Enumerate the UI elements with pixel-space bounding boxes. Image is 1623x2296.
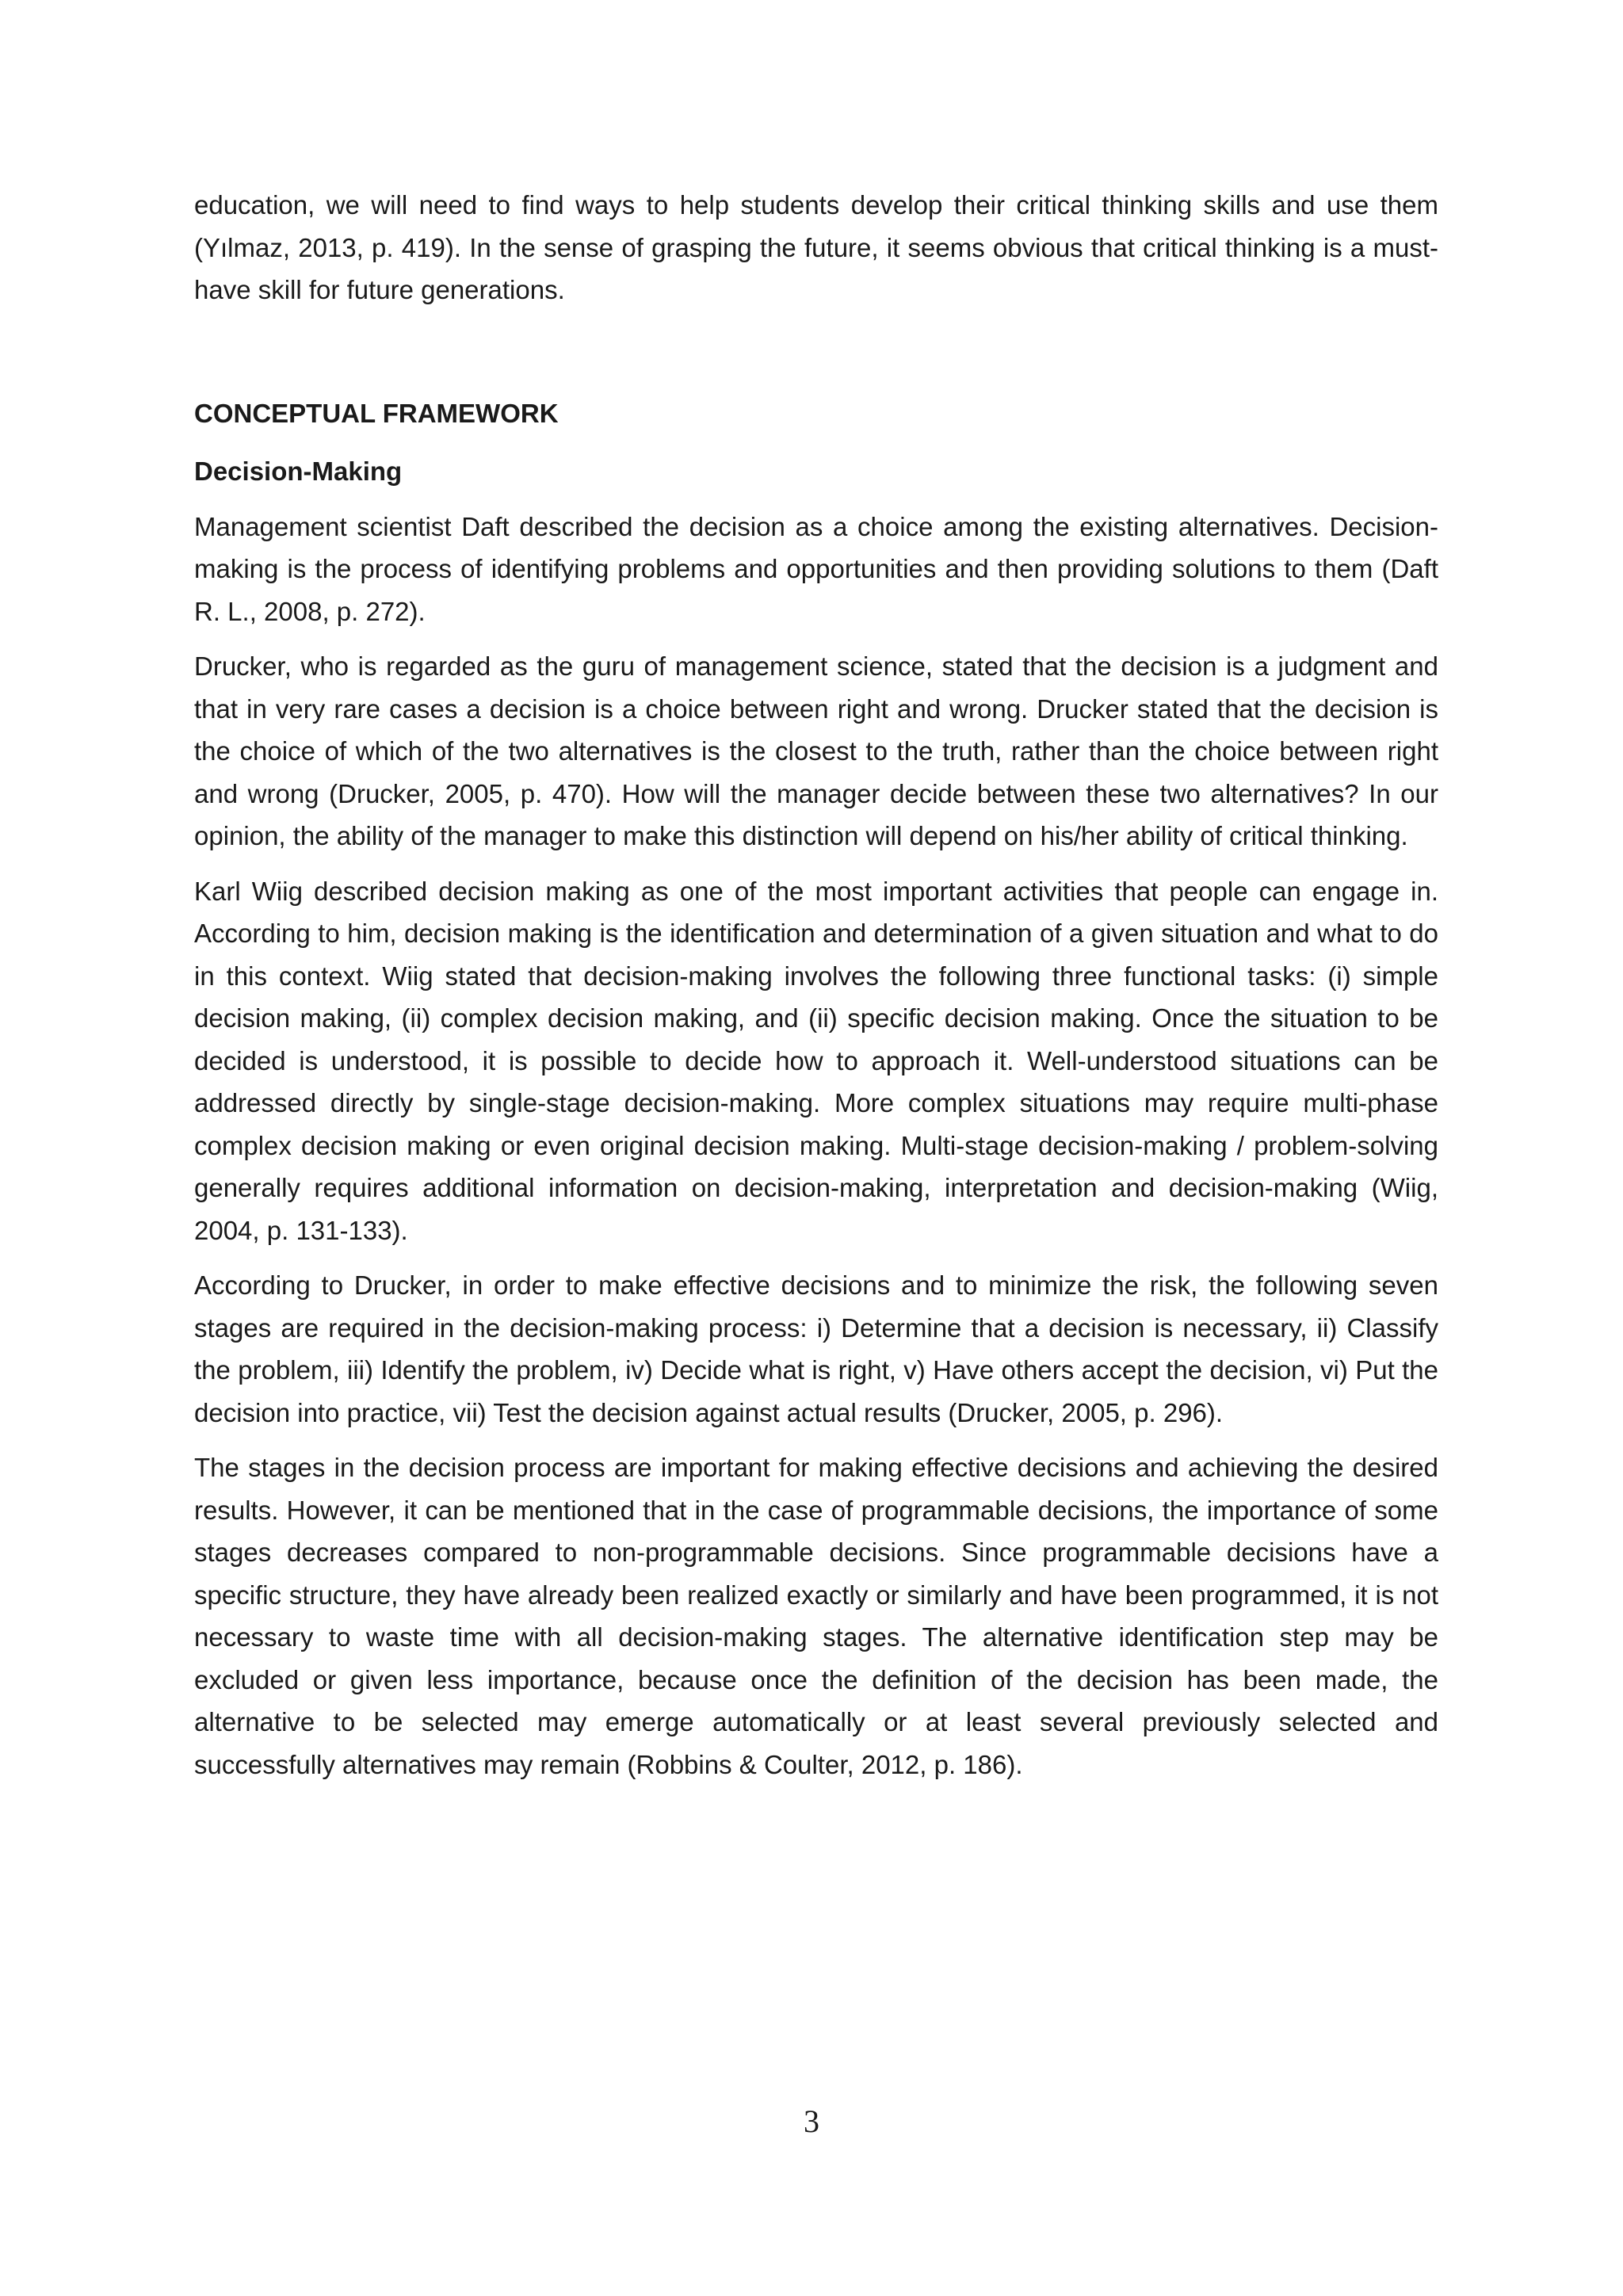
intro-paragraph: education, we will need to find ways to help students develop their critical thinking skills and use them (Yılmaz, 2013, p. 419). In the sense of grasping the future, it seems obvious that critical thinking is a must-have skill for future generations. <box>194 190 1438 304</box>
paragraph-drucker-judgment: Drucker, who is regarded as the guru of management science, stated that the decision is a judgment and that in very rare cases a decision is a choice between right and wrong. Drucker stated that the decision is the choice of which of the two alternatives is the closest to the truth, rather than the choice between right and wrong (Drucker, 2005, p. 470). How will the manager decide between these two alternatives? In our opinion, the ability of the manager to make this distinction will depend on his/her ability of critical thinking. <box>194 651 1438 850</box>
paragraph-programmable-decisions: The stages in the decision process are important for making effective decisions and achieving the desired results. However, it can be mentioned that in the case of programmable decisions, the importance of some stages decreases compared to non-programmable decisions. Since programmable decisions have a specific structure, they have already been realized exactly or similarly and have been programmed, it is not necessary to waste time with all decision-making stages. The alternative identification step may be excluded or given less importance, because once the definition of the decision has been made, the alternative to be selected may emerge automatically or at least several previously selected and successfully alternatives may remain (Robbins & Coulter, 2012, p. 186). <box>194 1453 1438 1779</box>
paragraph-drucker-stages: According to Drucker, in order to make effective decisions and to minimize the risk, the following seven stages are required in the decision-making process: i) Determine that a decision is necessary, ii) Classify the problem, iii) Identify the problem, iv) Decide what is right, v) Have others accept the decision, vi) Put the decision into practice, vii) Test the decision against actual results (Drucker, 2005, p. 296). <box>194 1270 1438 1427</box>
paragraph-daft: Management scientist Daft described the decision as a choice among the existing alternatives. Decision-making is the process of identifying problems and opportunities and then providing solutions to them (Daft R. L., 2008, p. 272). <box>194 511 1438 626</box>
page-body <box>194 184 1438 1798</box>
subsection-heading: Decision-Making <box>194 457 403 486</box>
page-number: 3 <box>804 2103 819 2139</box>
paragraph-wiig: Karl Wiig described decision making as one of the most important activities that people can engage in. According to him, decision making is the identification and determination of a given situation and what to do in this context. Wiig stated that decision-making involves the following three functional tasks: (i) simple decision making, (ii) complex decision making, and (ii) specific decision making. Once the situation to be decided is understood, it is possible to decide how to approach it. Well-understood situations can be addressed directly by single-stage decision-making. More complex situations may require multi-phase complex decision making or even original decision making. Multi-stage decision-making / problem-solving generally requires additional information on decision-making, interpretation and decision-making (Wiig, 2004, p. 131-133). <box>194 876 1438 1245</box>
section-heading: CONCEPTUAL FRAMEWORK <box>194 398 559 428</box>
